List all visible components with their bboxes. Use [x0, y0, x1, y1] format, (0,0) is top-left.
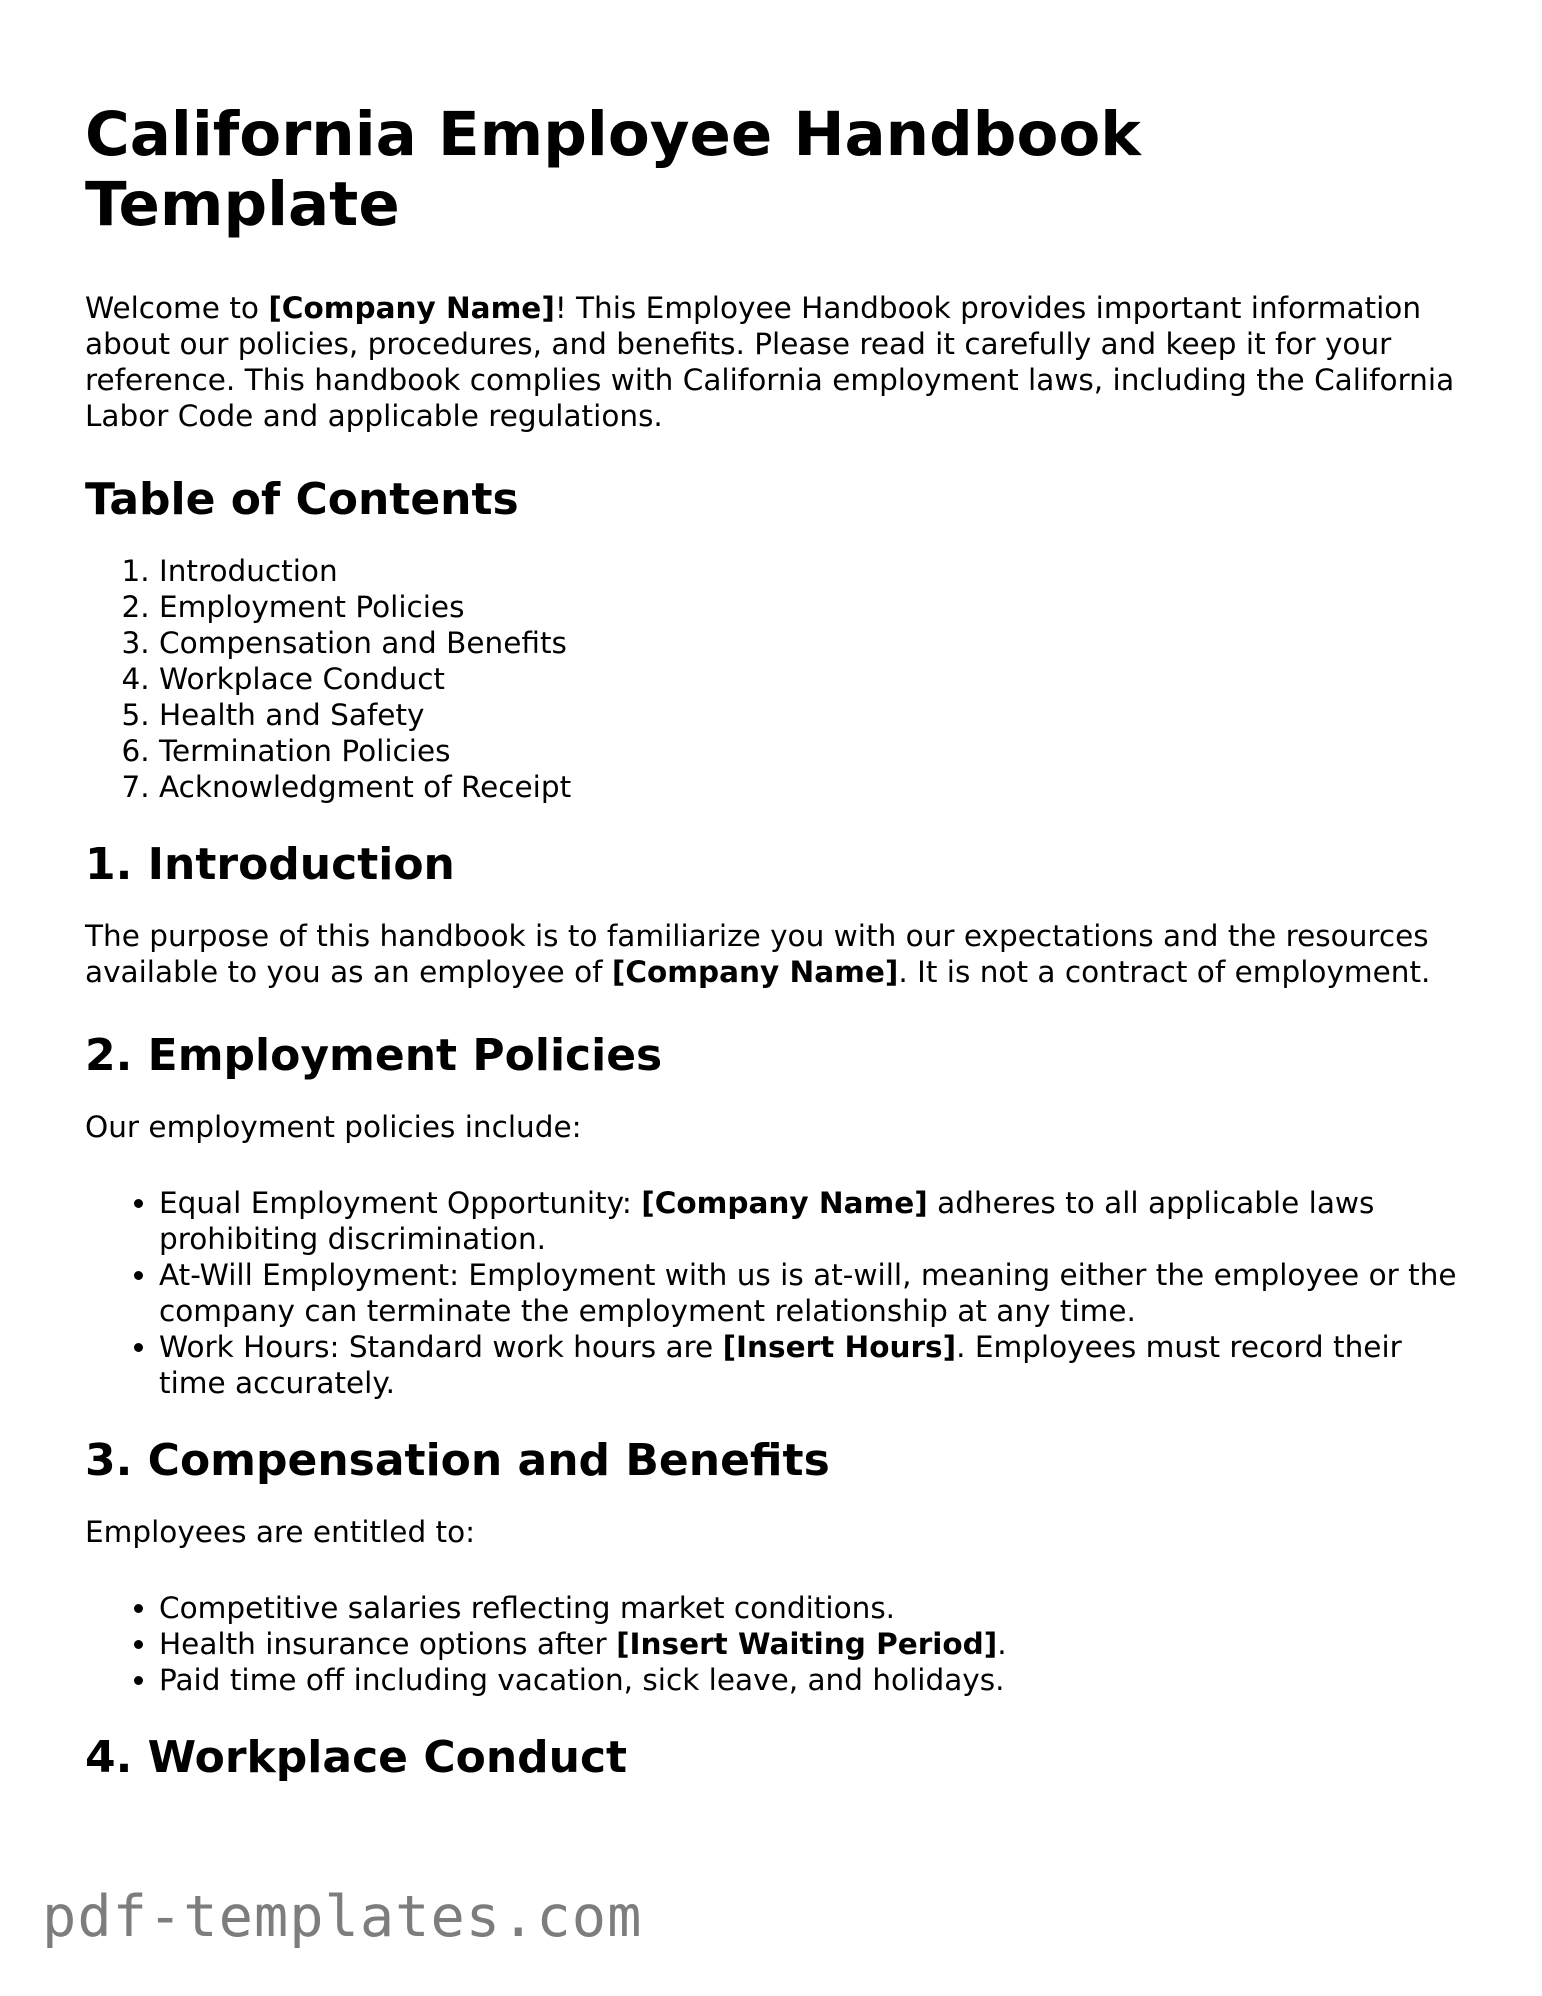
company-name-placeholder: [Company Name] — [611, 955, 899, 989]
toc-list — [85, 553, 1465, 805]
section-employment-policies-lead: Our employment policies include: — [85, 1110, 582, 1144]
section-employment-policies-heading: 2. Employment Policies — [85, 1030, 663, 1081]
toc-item-workplace-conduct: 4. Workplace Conduct — [159, 661, 1465, 697]
compensation-list — [85, 1590, 1465, 1698]
list-item: • Work Hours: Standard work hours are [Insert Hours]. Employees must record their time accurately. — [159, 1329, 1465, 1401]
toc-heading: Table of Contents — [85, 474, 519, 525]
section-compensation-heading: 3. Compensation and Benefits — [85, 1435, 830, 1486]
toc-item-compensation-benefits: 3. Compensation and Benefits — [159, 625, 1465, 661]
list-item: • Health insurance options after [Insert Waiting Period]. — [159, 1626, 1465, 1662]
list-item: • At-Will Employment: Employment with us is at-will, meaning either the employee or the company can terminate the employment relationship at any time. — [159, 1257, 1465, 1329]
watermark: pdf-templates.com — [42, 1884, 643, 1950]
toc-item-acknowledgment: 7. Acknowledgment of Receipt — [159, 769, 1465, 805]
section-compensation-lead: Employees are entitled to: — [85, 1515, 476, 1549]
document-title: California Employee Handbook Template — [85, 99, 1141, 240]
list-item: • Equal Employment Opportunity: [Company Name] adheres to all applicable laws prohibiting discrimination. — [159, 1185, 1465, 1257]
company-name-placeholder: [Company Name] — [641, 1186, 928, 1220]
list-item: • Paid time off including vacation, sick leave, and holidays. — [159, 1662, 1465, 1698]
toc-item-health-safety: 5. Health and Safety — [159, 697, 1465, 733]
section-introduction-text: The purpose of this handbook is to familiarize you with our expectations and the resources available to you as an employee of [Company Name]. It is not a contract of employment. — [85, 919, 1431, 989]
toc-item-employment-policies: 2. Employment Policies — [159, 589, 1465, 625]
list-item: • Competitive salaries reflecting market conditions. — [159, 1590, 1465, 1626]
waiting-period-placeholder: [Insert Waiting Period] — [616, 1627, 998, 1661]
employment-policies-list — [85, 1185, 1465, 1401]
section-workplace-conduct-heading: 4. Workplace Conduct — [85, 1732, 628, 1783]
section-introduction-heading: 1. Introduction — [85, 839, 455, 890]
intro-paragraph: Welcome to [Company Name]! This Employee Handbook provides important information about our policies, procedures, and benefits. Please read it carefully and keep it for your reference. This handbook complies with California employment laws, including the California Labor Code and applicable regulations. — [85, 291, 1455, 433]
toc-item-introduction: 1. Introduction — [159, 553, 1465, 589]
company-name-placeholder: [Company Name] — [268, 291, 555, 325]
document-page — [85, 100, 1465, 1811]
toc-item-termination-policies: 6. Termination Policies — [159, 733, 1465, 769]
insert-hours-placeholder: [Insert Hours] — [722, 1330, 957, 1364]
